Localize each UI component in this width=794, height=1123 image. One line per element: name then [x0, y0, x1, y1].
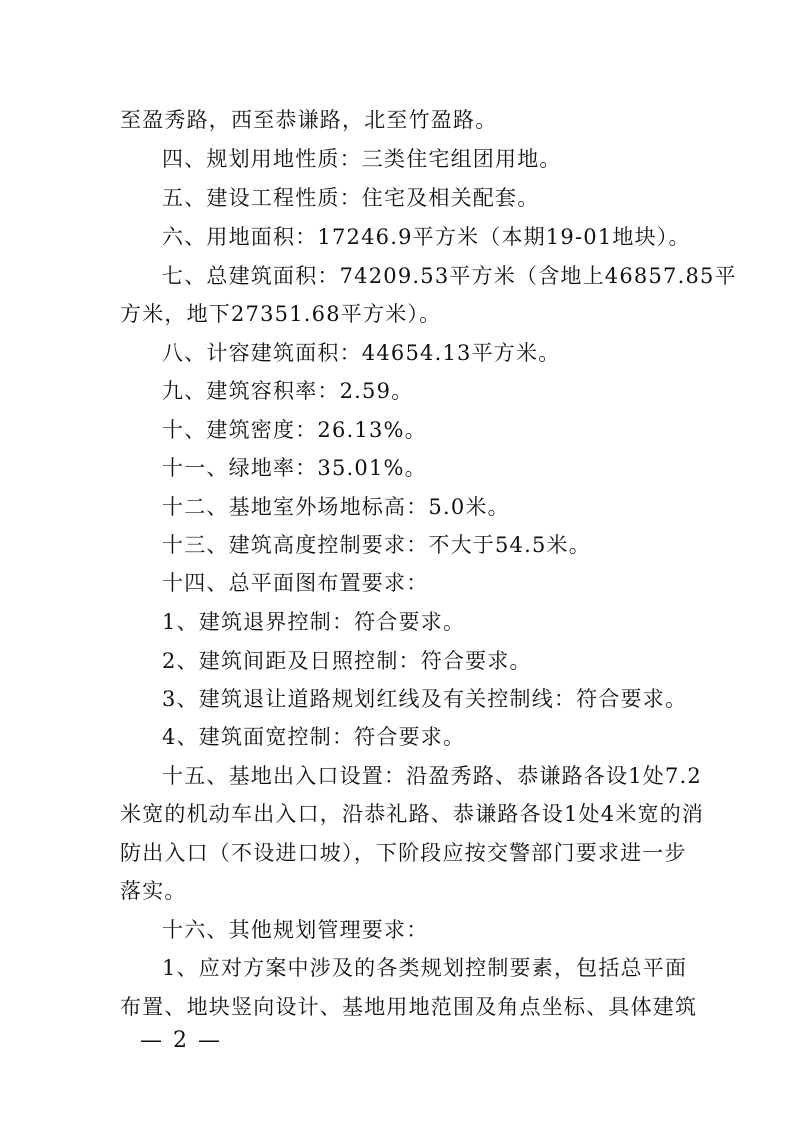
text-line: 十一、绿地率：35.01%。: [162, 456, 427, 480]
text-line: 九、建筑容积率：2.59。: [162, 379, 414, 403]
text-line: 1、建筑退界控制：符合要求。: [162, 610, 466, 634]
text-line: 十三、建筑高度控制要求：不大于54.5米。: [162, 533, 591, 557]
text-line: 1、应对方案中涉及的各类规划控制要素，包括总平面: [162, 956, 688, 980]
text-line: 防出入口（不设进口坡），下阶段应按交警部门要求进一步: [120, 841, 687, 865]
text-line: 十二、基地室外场地标高：5.0米。: [162, 495, 510, 519]
text-line: 落实。: [120, 879, 187, 903]
text-line: 八、计容建筑面积：44654.13平方米。: [162, 341, 561, 365]
text-line: 2、建筑间距及日照控制：符合要求。: [162, 649, 532, 673]
text-line: 六、用地面积：17246.9平方米（本期19-01地块）。: [162, 225, 691, 249]
text-line: 方米，地下27351.68平方米）。: [120, 302, 442, 326]
text-line: 3、建筑退让道路规划红线及有关控制线：符合要求。: [162, 687, 688, 711]
text-line: 十五、基地出入口设置：沿盈秀路、恭谦路各设1处7.2: [162, 764, 702, 788]
text-line: 至盈秀路，西至恭谦路，北至竹盈路。: [120, 108, 498, 132]
text-line: 布置、地块竖向设计、基地用地范围及角点坐标、具体建筑: [120, 995, 698, 1019]
text-line: 十、建筑密度：26.13%。: [162, 418, 427, 442]
text-line: 4、建筑面宽控制：符合要求。: [162, 725, 466, 749]
text-line: 七、总建筑面积：74209.53平方米（含地上46857.85平: [162, 264, 737, 288]
text-line: 五、建设工程性质：住宅及相关配套。: [162, 186, 540, 210]
text-line: 米宽的机动车出入口，沿恭礼路、恭谦路各设1处4米宽的消: [120, 802, 705, 826]
text-line: 十六、其他规划管理要求：: [162, 918, 429, 942]
text-line: 十四、总平面图布置要求：: [162, 571, 429, 595]
text-line: 四、规划用地性质：三类住宅组团用地。: [162, 147, 562, 171]
page-number: — 2 —: [140, 1028, 222, 1053]
